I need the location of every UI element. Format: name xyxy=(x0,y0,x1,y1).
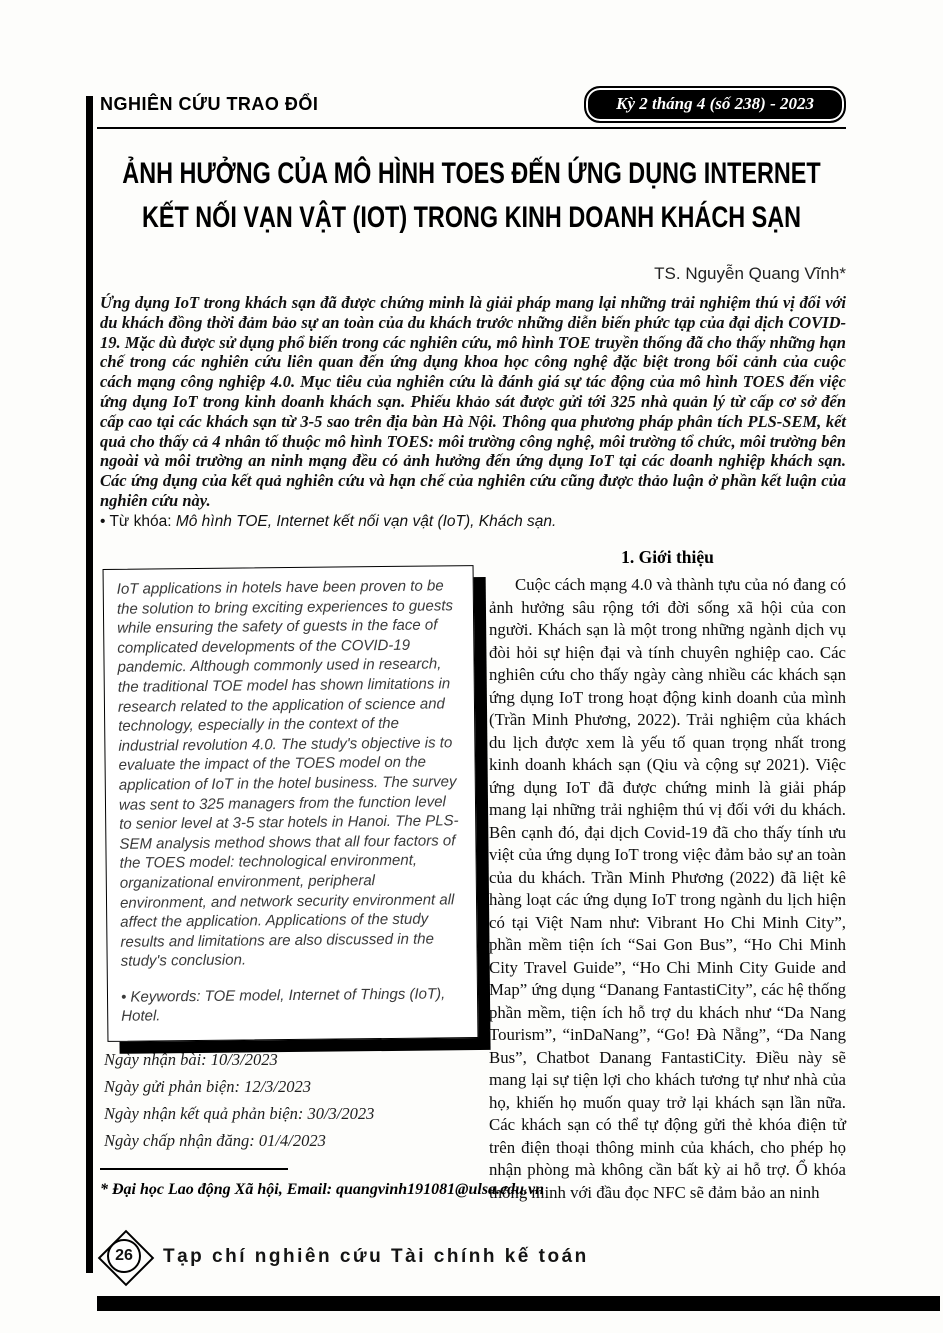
keywords-vietnamese xyxy=(100,513,846,531)
title-line-2: KẾT NỐI VẠN VẬT (IOT) TRONG KINH DOANH KHÁCH SẠN xyxy=(141,201,802,234)
keywords-vi-value: Mô hình TOE, Internet kết nối vạn vật (IoT), Khách sạn. xyxy=(175,513,557,530)
english-abstract: IoT applications in hotels have been proven to be the solution to bring exciting experiences to guests while ensuring the safety of guests in the face of complicated developments of the COVID-19 pandemic. Although commonly used in research, the traditional TOE model has shown limitations in research related to the application of science and technology, especially in the context of the industrial revolution 4.0. The study's objective is to evaluate the impact of the TOES model on the application of IoT in the hotel business. The survey was sent to 325 managers from the function level to senior level at 3-5 star hotels in Hanoi. The PLS-SEM analysis method shows that all four factors of the TOES model: technological environment, organizational environment, peripheral environment, and network security environment all affect the application. Applications of the study results and limitations are also discussed in the study's conclusion. xyxy=(116,577,459,971)
english-abstract-box xyxy=(103,565,479,1042)
issue-badge: Kỳ 2 tháng 4 (số 238) - 2023 xyxy=(584,86,846,123)
keywords-en-value: TOE model, Internet of Things (IoT), Hotel. xyxy=(121,985,446,1026)
title-line-1: ẢNH HƯỞNG CỦA MÔ HÌNH TOES ĐẾN ỨNG DỤNG INTERNET xyxy=(122,157,821,190)
left-vertical-bar xyxy=(86,96,93,1273)
submission-dates xyxy=(104,1046,464,1154)
page-number: 26 xyxy=(107,1239,141,1273)
keywords-vi-label: • Từ khóa: xyxy=(100,513,176,530)
section-label: NGHIÊN CỨU TRAO ĐỔI xyxy=(100,94,319,114)
keywords-en-label: • Keywords: xyxy=(120,987,205,1006)
abstract-vietnamese: Ứng dụng IoT trong khách sạn đã được chứng minh là giải pháp mang lại những trải nghiệm thú vị đối với du khách đồng thời đảm bảo sự an toàn của du khách trước những diễn biến phức tạp của đại dịch COVID-19. Mặc dù được sử dụng phổ biến trong các nghiên cứu, mô hình TOE truyền thống đã cho thấy những hạn chế trong các nghiên cứu liên quan đến ứng dụng khoa học công nghệ đặc biệt trong bối cảnh của cuộc cách mạng công nghiệp 4.0. Mục tiêu của nghiên cứu là đánh giá sự tác động của mô hình TOES đến việc ứng dụng IoT trong kinh doanh khách sạn. Phiếu khảo sát được gửi tới 325 nhà quản lý từ cấp cơ sở đến cấp cao tại các khách sạn từ 3-5 sao trên địa bàn Hà Nội. Thông qua phương pháp phân tích PLS-SEM, kết quả cho thấy cả 4 nhân tố thuộc mô hình TOES: môi trường công nghệ, môi trường tổ chức, môi trường bên ngoài và môi trường an ninh mạng đều có ảnh hưởng đến ứng dụng IoT tại các doanh nghiệp khách sạn. Các ứng dụng của kết quả nghiên cứu và hạn chế của nghiên cứu cũng được thảo luận ở phần kết luận của nghiên cứu này. xyxy=(100,293,846,510)
journal-name: Tạp chí nghiên cứu Tài chính kế toán xyxy=(163,1246,589,1267)
page-header xyxy=(100,86,846,123)
keywords-english xyxy=(121,984,464,1027)
footnote-affiliation: * Đại học Lao động Xã hội, Email: quangvinh191081@ulsa.edu.vn xyxy=(100,1181,545,1198)
bottom-bar xyxy=(97,1296,940,1311)
header-rule xyxy=(97,127,846,129)
article-title xyxy=(0,152,943,240)
footnote-rule xyxy=(100,1168,288,1170)
date-received: Ngày nhận bài: 10/3/2023 xyxy=(104,1050,278,1069)
date-accepted: Ngày chấp nhận đăng: 01/4/2023 xyxy=(104,1131,326,1150)
date-review-result: Ngày nhận kết quả phản biện: 30/3/2023 xyxy=(104,1104,375,1123)
author: TS. Nguyễn Quang Vĩnh* xyxy=(654,264,846,283)
page-number-badge xyxy=(103,1235,145,1277)
section-1-heading: 1. Giới thiệu xyxy=(621,547,714,567)
section-1-body: Cuộc cách mạng 4.0 và thành tựu của nó đang có ảnh hưởng sâu rộng tới đời sống xã hội của con người. Khách sạn là một trong những ngành dịch vụ đòi hỏi sự hiện đại và tính chuyên nghiệp cao. Các nghiên cứu cho thấy ngày càng nhiều các khách sạn ứng dụng IoT trong hoạt động kinh doanh của mình (Trần Minh Phương, 2022). Trải nghiệm của khách du lịch được xem là yếu tố quan trọng nhất trong kinh doanh khách sạn (Qiu và cộng sự 2021). Việc ứng dụng IoT đã được chứng minh là giải pháp mang lại những trải nghiệm thú vị đối với du khách. Bên cạnh đó, đại dịch Covid-19 đã cho thấy tính ưu việt của ứng dụng IoT trong việc đảm bảo sự an toàn của du khách. Trần Minh Phương (2022) đã liệt kê hàng loạt các ứng dụng IoT trong ngành du lịch hiện có tại Việt Nam như: Vibrant Ho Chi Minh City”, phần mềm tiện ích “Sai Gon Bus”, “Ho Chi Minh City Travel Guide”, “Ho Chi Minh City Guide and Map” ứng dụng “Danang FantastiCity”, các hệ thống phần mềm, tiện ích hỗ trợ du khách như “Da Nang Tourism”, “inDaNang”, “Go! Đà Nẵng”, “Da Nang Bus”, Chatbot Danang FantastiCity. Điều này sẽ mang lại sự tiện lợi cho khách tương tự như nhà của họ, khiến họ muốn quay trở lại khách sạn lần nữa. Các khách sạn có thể tự động gửi thẻ khóa điện tử trên điện thoại thông minh của khách, cho phép họ nhận phòng mà không cần bất kỳ ai hỗ trợ. Ổ khóa thông minh với đầu đọc NFC sẽ đảm bảo an ninh xyxy=(489,575,846,1202)
date-sent-review: Ngày gửi phản biện: 12/3/2023 xyxy=(104,1077,311,1096)
body-right-column xyxy=(489,547,846,1204)
